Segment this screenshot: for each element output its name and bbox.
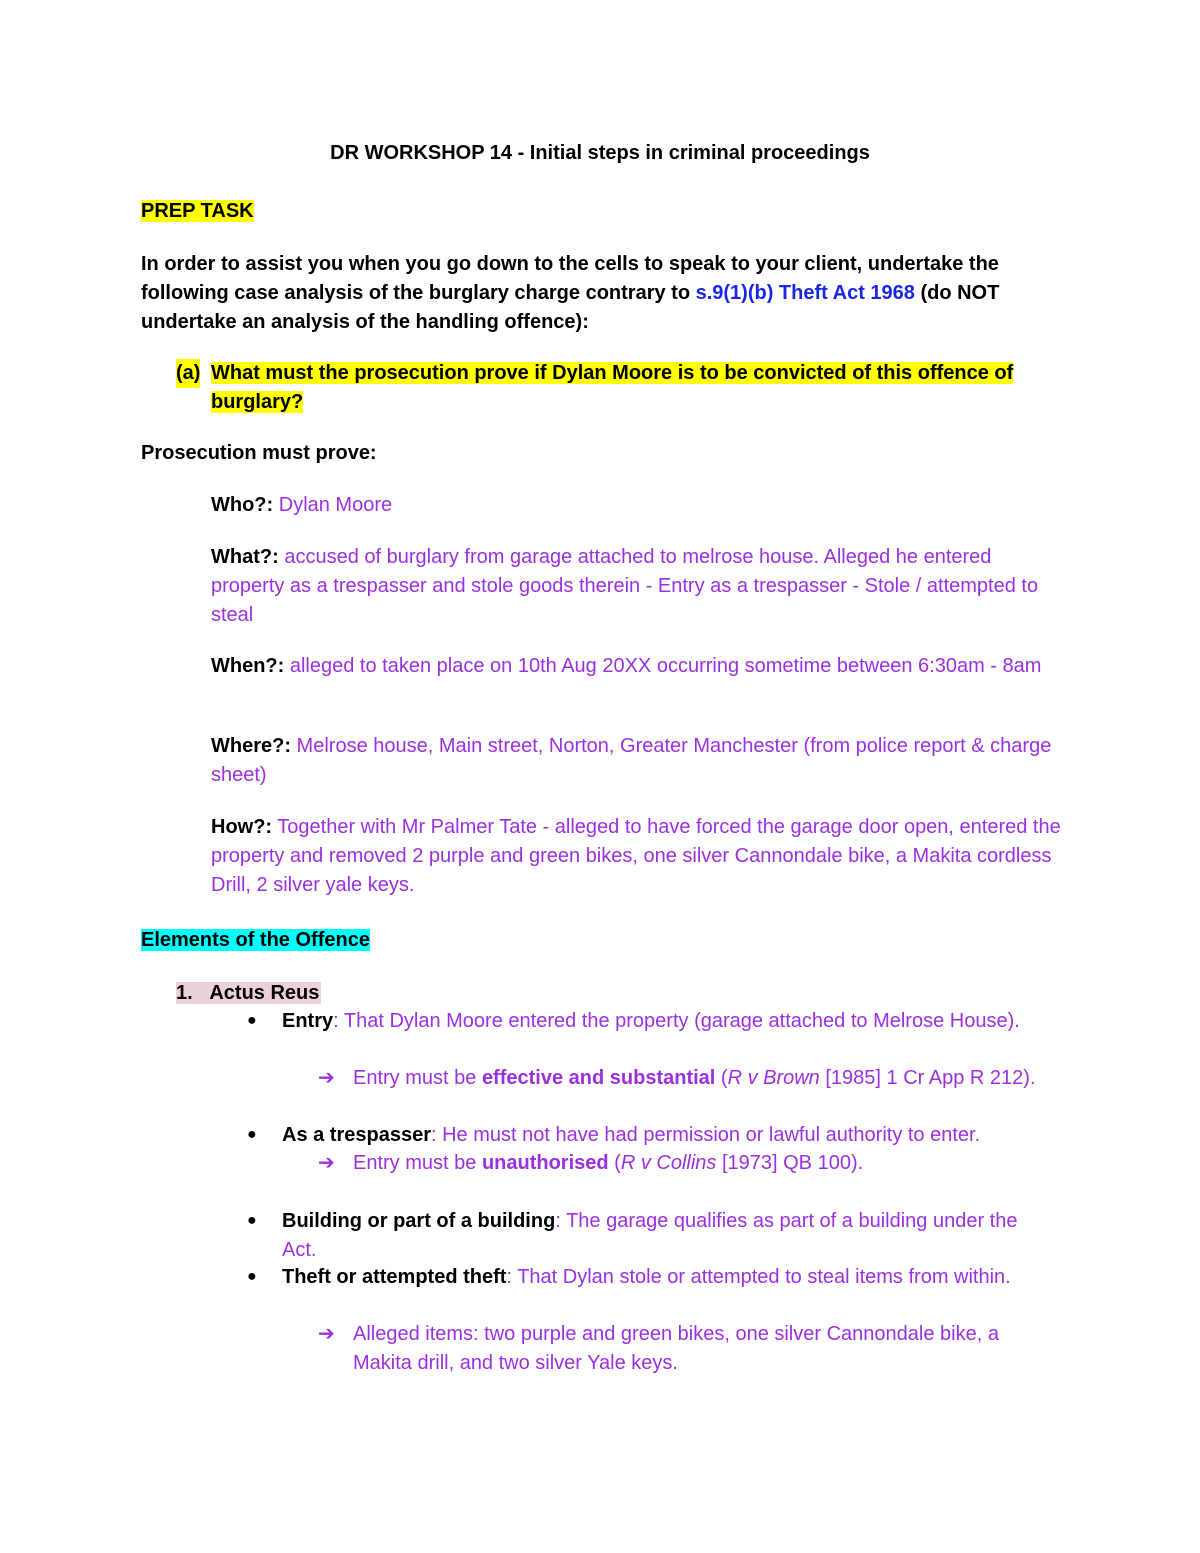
bullet-icon: ●	[247, 1212, 257, 1229]
arrow-icon: ➔	[318, 1152, 335, 1174]
prosecution-heading: Prosecution must prove:	[141, 442, 377, 464]
entry-bullet: ● Entry: That Dylan Moore entered the property (garage attached to Melrose House).	[247, 1007, 1047, 1036]
trespasser-sub-point: ➔ Entry must be unauthorised (R v Collins [1973] QB 100).	[318, 1149, 1048, 1178]
prep-task-heading: PREP TASK	[141, 200, 254, 222]
building-bullet: ● Building or part of a building: The garage qualifies as part of a building under the Act.	[247, 1207, 1047, 1264]
where-item: Where?: Melrose house, Main street, Norton, Greater Manchester (from police report & charge sheet)	[211, 735, 1052, 786]
how-item: How?: Together with Mr Palmer Tate - alleged to have forced the garage door open, entered the property and removed 2 purple and green bikes, one silver Cannondale bike, a Makita cordless Drill, 2 silver yale keys.	[211, 816, 1061, 896]
question-a-label: (a)	[176, 359, 200, 388]
bullet-icon: ●	[247, 1012, 257, 1029]
statute-reference: s.9(1)(b) Theft Act 1968	[695, 282, 915, 304]
trespasser-bullet: ● As a trespasser: He must not have had permission or lawful authority to enter.	[247, 1121, 1047, 1150]
theft-bullet: ● Theft or attempted theft: That Dylan stole or attempted to steal items from within.	[247, 1263, 1047, 1292]
intro-paragraph: In order to assist you when you go down to the cells to speak to your client, undertake the following case analysis of the burglary charge contrary to s.9(1)(b) Theft Act 1968 (do NOT undertake an analysis of the handling offence):	[141, 253, 1000, 333]
arrow-icon: ➔	[318, 1067, 335, 1089]
when-item: When?: alleged to taken place on 10th Aug 20XX occurring sometime between 6:30am - 8am	[211, 655, 1042, 677]
actus-reus-heading: 1. Actus Reus	[176, 982, 320, 1004]
elements-heading: Elements of the Offence	[141, 929, 370, 951]
entry-sub-point: ➔ Entry must be effective and substantial (R v Brown [1985] 1 Cr App R 212).	[318, 1064, 1048, 1093]
question-a-text: What must the prosecution prove if Dylan Moore is to be convicted of this offence of burglary?	[211, 362, 1014, 413]
who-item: Who?: Dylan Moore	[211, 494, 393, 516]
bullet-icon: ●	[247, 1268, 257, 1285]
what-item: What?: accused of burglary from garage attached to melrose house. Alleged he entered property as a trespasser and stole goods therein - Entry as a trespasser - Stole / attempted to steal	[211, 546, 1039, 626]
question-a	[176, 359, 1061, 417]
bullet-icon: ●	[247, 1126, 257, 1143]
arrow-icon: ➔	[318, 1323, 335, 1345]
page-title: DR WORKSHOP 14 - Initial steps in criminal proceedings	[330, 142, 870, 164]
theft-sub-point: ➔ Alleged items: two purple and green bikes, one silver Cannondale bike, a Makita drill, and two silver Yale keys.	[318, 1320, 1048, 1377]
